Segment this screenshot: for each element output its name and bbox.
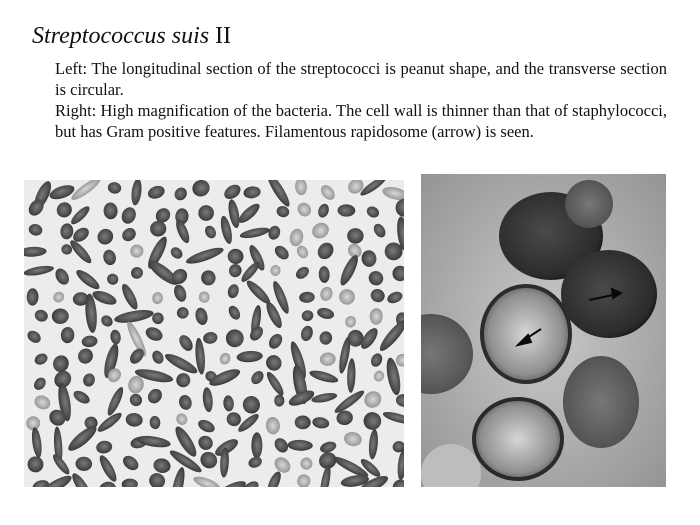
left-micrograph-svg <box>24 180 404 487</box>
left-micrograph <box>24 180 404 487</box>
description <box>55 58 667 142</box>
description-right: Right: High magnification of the bacteria. The cell wall is thinner than that of staphylococci, but has Gram positive features. Filamentous rapidosome (arrow) is seen. <box>55 101 667 141</box>
bacterium-lower-right <box>563 356 639 448</box>
bacterium-small-top <box>565 180 613 228</box>
bacterium-upper-right <box>561 250 657 338</box>
slide-title <box>32 22 231 50</box>
title-species: Streptococcus suis <box>32 23 210 49</box>
bacterium-cell <box>251 432 262 458</box>
right-micrograph <box>421 174 666 487</box>
title-type: II <box>215 23 232 49</box>
bacterium-center <box>482 286 570 382</box>
description-left: Left: The longitudinal section of the streptococci is peanut shape, and the transverse section is circular. <box>55 59 667 99</box>
bacterium-bottom <box>474 399 562 479</box>
right-micrograph-svg <box>421 174 666 487</box>
